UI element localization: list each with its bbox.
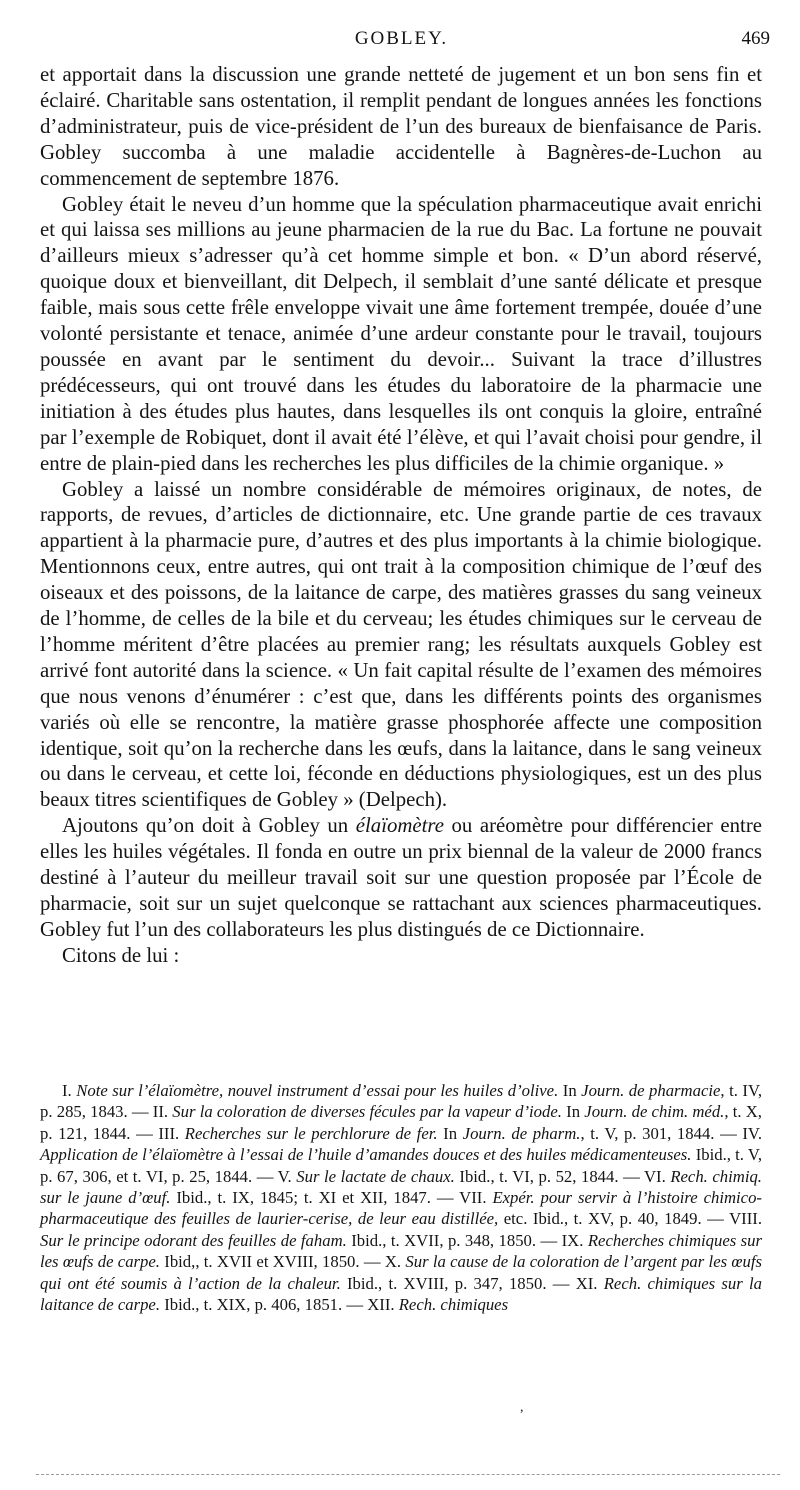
ref-3-title: Recherches sur le perchlorure de fer.	[184, 1123, 438, 1143]
p4-before: Ajoutons qu’on doit à Gobley un	[62, 814, 356, 838]
ref-2-cite: , t. X, p. 121, 1844. — III.	[40, 1102, 762, 1143]
ref-5-cite: Ibid., t. VI, p. 52, 1844. — VI.	[454, 1166, 671, 1186]
ref-11-title: Rech. chimiques sur la laitance de carpe.	[40, 1273, 762, 1315]
ref-10-title: Sur la cause de la coloration de l’argent par les œufs qui ont été soumis à l’action de la chaleur.	[40, 1252, 763, 1293]
paragraph-continuation: et apportait dans la discussion une grande netteté de jugement et un bon sens fin et éclairé. Charitable sans ostentation, il remplit pendant de longues années les fonctions d’administrateur, puis de vice-président de l’un des bureaux de bienfaisance de Paris. Gobley succomba à une maladie accidentelle à Bagnères-de-Luchon au commencement de septembre 1876.	[40, 63, 762, 190]
ref-3-journal: Journ. de pharm.	[462, 1123, 581, 1143]
body-text	[40, 62, 762, 969]
ref-10-cite: Ibid., t. XVIII, p. 347, 1850. — XI.	[340, 1273, 604, 1293]
ref-5-title: Sur le lactate de chaux.	[296, 1166, 455, 1186]
bibliography	[40, 1080, 762, 1315]
ref-8-cite: Ibid., t. XVII, p. 348, 1850. — IX.	[346, 1230, 588, 1250]
ref-6-title: Rech. chimiq. sur le jaune d’œuf.	[40, 1166, 762, 1208]
ref-3-src: In	[437, 1123, 463, 1143]
paragraph-elaiometre	[40, 813, 762, 943]
ref-1-title: Note sur l’élaïomètre, nouvel instrument d’essai pour les huiles d’olive.	[76, 1081, 559, 1100]
ref-6-cite: Ibid., t. IX, 1845; t. XI et XII, 1847. — VII.	[170, 1188, 493, 1208]
p4-term: élaïomètre	[355, 814, 444, 838]
ref-11-cite: Ibid., t. XIX, p. 406, 1851. — XII.	[160, 1295, 399, 1315]
bibliography-list	[40, 1080, 762, 1315]
bleed-through-line	[36, 1474, 780, 1476]
ref-7-cite: etc. Ibid., t. XV, p. 40, 1849. — VIII.	[498, 1209, 762, 1229]
ref-7-title: Expér. pour servir à l’histoire chimico-pharmaceutique des feuilles de laurier-cerise, de leur eau distillée,	[40, 1188, 762, 1229]
ref-4-title: Application de l’élaïomètre à l’essai de l’huile d’amandes douces et des huiles médicamenteuses.	[40, 1145, 692, 1165]
ref-4-cite: Ibid., t. V, p. 67, 306, et t. VI, p. 25, 1844. — V.	[40, 1145, 762, 1186]
paragraph-citons: Citons de lui :	[62, 943, 180, 967]
ref-1-src: In	[558, 1081, 582, 1100]
ref-12-title: Rech. chimiques	[398, 1295, 509, 1315]
paragraph-nephew: Gobley était le neveu d’un homme que la spéculation pharmaceutique avait enrichi et qui laissa ses millions au jeune pharmacien de la rue du Bac. La fortune ne pouvait d’ailleurs mieux s’adresser qu’à cet homme simple et bon. « D’un abord réservé, quoique doux et bienveillant, dit Delpech, il semblait d’une santé délicate et presque faible, mais sous cette frêle enveloppe vivait une âme fortement trempée, douée d’une volonté persistante et tenace, animée d’une ardeur constante pour le travail, toujours poussée en avant par le sentiment du devoir... Suivant la trace d’illustres prédécesseurs, qui ont trouvé dans les études du laboratoire de la pharmacie une initiation à des études plus hautes, dans lesquelles ils ont conquis la gloire, entraîné par l’exemple de Robiquet, dont il avait été l’élève, et qui l’avait choisi pour gendre, il entre de plain-pied dans les recherches les plus difficiles de la chimie organique. »	[40, 192, 762, 475]
ref-2-src: In	[561, 1102, 585, 1122]
paragraph-works: Gobley a laissé un nombre considérable de mémoires originaux, de notes, de rapports, de revues, d’articles de dictionnaire, etc. Une grande partie de ces travaux appartient à la pharmacie pure, d’autres et des plus importants à la chimie biologique. Mentionnons ceux, entre autres, qui ont trait à la composition chimique de l’œuf des oiseaux et des poissons, de la laitance de carpe, des matières grasses du sang veineux de l’homme, de celles de la bile et du cerveau; les études chimiques sur le cerveau de l’homme méritent d’être placées au premier rang; les résultats auxquels Gobley est arrivé font autorité dans la science. « Un fait capital résulte de l’examen des mémoires que nous venons d’énumérer : c’est que, dans les différents points des organismes variés où elle se rencontre, la matière grasse phosphorée affecte une composition identique, soit qu’on la recherche dans les œufs, dans la laitance, dans le sang veineux ou dans le cerveau, et cette loi, féconde en déductions physiologiques, est un des plus beaux titres scientifiques de Gobley » (Delpech).	[40, 477, 762, 812]
ref-1-cite: , t. IV, p. 285, 1843. — II.	[40, 1081, 763, 1122]
ref-9-title: Recherches chimiques sur les œufs de carpe.	[40, 1230, 762, 1272]
running-head: GOBLEY.	[354, 28, 449, 49]
p4-after: ou aréomètre pour différencier entre elles les huiles végétales. Il fonda en outre un prix biennal de la valeur de 2000 francs destiné à l’auteur du meilleur travail soit sur une question proposée par l’École de pharmacie, soit sur un sujet quelconque se rattachant aux sciences pharmaceutiques. Gobley fut l’un des collaborateurs les plus distingués de ce Dictionnaire.	[40, 814, 762, 941]
ref-2-title: Sur la coloration de diverses fécules par la vapeur d’iode.	[172, 1102, 562, 1122]
ref-9-cite: Ibid,, t. XVII et XVIII, 1850. — X.	[159, 1252, 406, 1272]
page-number: 469	[741, 28, 770, 49]
ref-1-number: I.	[62, 1081, 77, 1100]
ref-1-journal: Journ. de pharmacie	[581, 1081, 721, 1100]
ref-8-title: Sur le principe odorant des feuilles de faham.	[40, 1230, 347, 1250]
page-header	[33, 28, 770, 56]
ref-2-journal: Journ. de chim. méd.	[584, 1102, 725, 1122]
scan-speck: ,	[520, 1400, 524, 1415]
ref-3-cite: , t. V, p. 301, 1844. — IV.	[580, 1123, 762, 1143]
